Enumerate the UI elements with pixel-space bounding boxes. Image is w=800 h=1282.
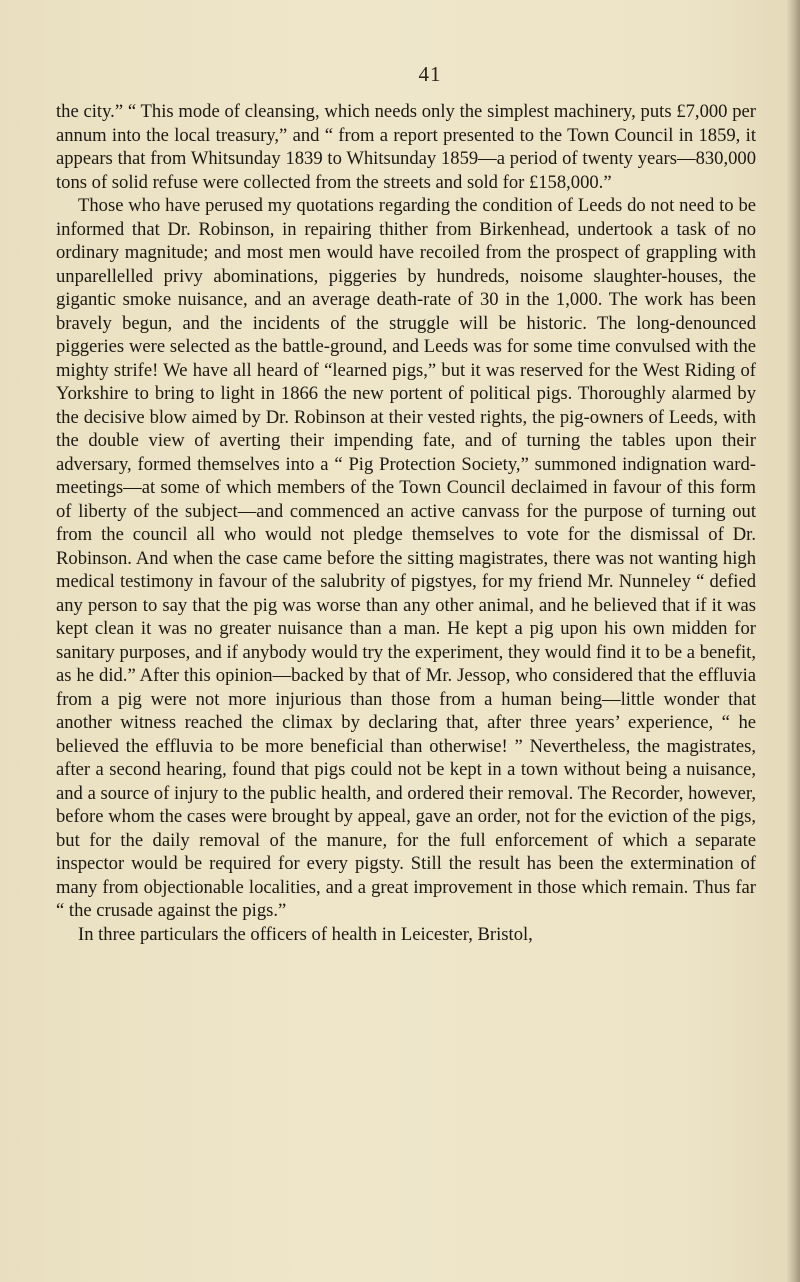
paragraph-leeds-piggeries: Those who have perused my quotations regarding the condition of Leeds do not need to be informed that Dr. Robinson, in repairing thither from Birkenhead, undertook a task of no ordinary magnitude; and most men would have recoiled from the prospect of grappling with unparellelled privy abominations, piggeries by hundreds, noisome slaughter-houses, the gigantic smoke nuisance, and an average death-rate of 30 in the 1,000. The work has been bravely begun, and the incidents of the struggle will be historic. The long-denounced piggeries were selected as the battle-ground, and Leeds was for some time convulsed with the mighty strife! We have all heard of “learned pigs,” but it was reserved for the West Riding of Yorkshire to bring to light in 1866 the new portent of political pigs. Thoroughly alarmed by the decisive blow aimed by Dr. Robinson at their vested rights, the pig-owners of Leeds, with the double view of averting their impending fate, and of turning the tables upon their adversary, formed themselves into a “ Pig Protection Society,” summoned indignation ward-meetings—at some of which members of the Town Council declaimed in favour of this form of liberty of the subject—and commenced an active canvass for the purpose of turning out from the council all who would not pledge themselves to vote for the dismissal of Dr. Robinson. And when the case came before the sitting magistrates, there was not wanting high medical testimony in favour of the salubrity of pigstyes, for my friend Mr. Nunneley “ defied any person to say that the pig was worse than any other animal, and he believed that if it was kept clean it was no greater nuisance than a man. He kept a pig upon his own midden for sanitary purposes, and if anybody would try the experiment, they would find it to be a benefit, as he did.” After this opinion—backed by that of Mr. Jessop, who considered that the effluvia from a pig were not more injurious than those from a human being—little wonder that another witness reached the climax by declaring that, after three years’ experience, “ he believed the effluvia to be more beneficial than otherwise! ” Nevertheless, the magistrates, after a second hearing, found that pigs could not be kept in a town without being a nuisance, and a source of injury to the public health, and ordered their removal. The Recorder, however, before whom the cases were brought by appeal, gave an order, not for the eviction of the pigs, but for the daily removal of the manure, for the full enforcement of which a separate inspector would be required for every pigsty. Still the result has been the extermination of many from objectionable localities, and a great improvement in those which remain. Thus far “ the crusade against the pigs.” xyxy=(56,195,756,921)
page-number: 41 xyxy=(418,62,442,86)
paragraph-continuation: the city.” “ This mode of cleansing, which needs only the simplest machinery, puts £7,000 per annum into the local treasury,” and “ from a report presented to the Town Council in 1859, it appears that from Whitsunday 1839 to Whitsunday 1859—a period of twenty years—830,000 tons of solid refuse were collected from the streets and sold for £158,000.” xyxy=(56,101,756,193)
paragraph-officers-of-health: In three particulars the officers of health in Leicester, Bristol, xyxy=(78,923,533,945)
page-spine-shadow xyxy=(786,0,800,1282)
body-text xyxy=(56,100,756,946)
